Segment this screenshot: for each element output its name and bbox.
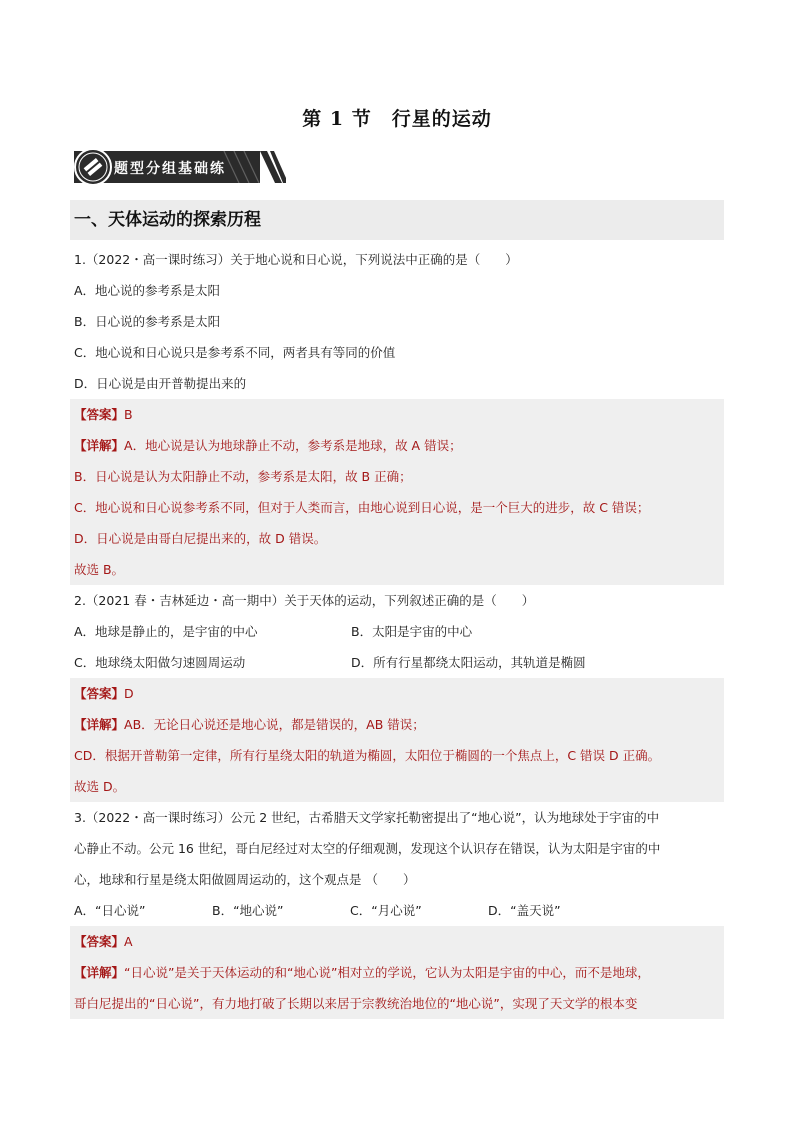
detail-tag: 【详解】 <box>74 717 125 732</box>
question-stem: 3.（2022・高一课时练习）公元 2 世纪，古希腊天文学家托勒密提出了“地心说”，认为地球处于宇宙的中 <box>74 810 660 825</box>
answer-tag: 【答案】 <box>74 407 125 422</box>
answer-tag: 【答案】 <box>74 934 125 949</box>
answer-block <box>70 399 724 585</box>
detail-tag: 【详解】 <box>74 965 125 980</box>
option-c: C．地心说和日心说只是参考系不同，两者具有等同的价值 <box>74 345 396 360</box>
answer-value: D <box>124 686 134 701</box>
answer-value: B <box>124 407 133 422</box>
question-stem: 心静止不动。公元 16 世纪，哥白尼经过对太空的仔细观测，发现这个认识存在错误，认为太阳是宇宙的中 <box>74 841 661 856</box>
option-a: A．地球是静止的，是宇宙的中心 <box>74 624 258 639</box>
option-b: B．“地心说” <box>212 903 284 918</box>
option-b: B．太阳是宇宙的中心 <box>351 624 473 639</box>
answer-block <box>70 678 724 802</box>
detail-text: D．日心说是由哥白尼提出来的，故 D 错误。 <box>74 531 327 546</box>
banner-label: 题型分组基础练 <box>114 161 226 177</box>
conclusion-text: 故选 B。 <box>74 562 125 577</box>
option-a: A．地心说的参考系是太阳 <box>74 283 221 298</box>
detail-text: CD．根据开普勒第一定律，所有行星绕太阳的轨道为椭圆，太阳位于椭圆的一个焦点上，C 错误 D 正确。 <box>74 748 661 763</box>
option-d: D．日心说是由开普勒提出来的 <box>74 376 247 391</box>
question-stem: 心，地球和行星是绕太阳做圆周运动的，这个观点是 （ ） <box>74 872 416 887</box>
option-b: B．日心说的参考系是太阳 <box>74 314 221 329</box>
question-1 <box>70 244 724 585</box>
detail-text: C．地心说和日心说参考系不同，但对于人类而言，由地心说到日心说，是一个巨大的进步，故 C 错误； <box>74 500 650 515</box>
section-banner <box>74 148 286 186</box>
detail-tag: 【详解】 <box>74 438 125 453</box>
option-d: D．所有行星都绕太阳运动，其轨道是椭圆 <box>351 655 586 670</box>
section-heading: 一、天体运动的探索历程 <box>70 200 724 240</box>
detail-text: B．日心说是认为太阳静止不动，参考系是太阳，故 B 正确； <box>74 469 412 484</box>
answer-block <box>70 926 724 1019</box>
option-a: A．“日心说” <box>74 903 146 918</box>
question-stem: 1.（2022・高一课时练习）关于地心说和日心说，下列说法中正确的是（ ） <box>74 252 518 267</box>
detail-text: “日心说”是关于天体运动的和“地心说”相对立的学说，它认为太阳是宇宙的中心，而不是地球， <box>124 965 650 980</box>
question-stem: 2.（2021 春・吉林延边・高一期中）关于天体的运动，下列叙述正确的是（ ） <box>74 593 535 608</box>
question-3 <box>70 802 724 1019</box>
option-c: C．“月心说” <box>350 903 422 918</box>
detail-text: AB．无论日心说还是地心说，都是错误的，AB 错误； <box>124 717 425 732</box>
question-2 <box>70 585 724 802</box>
detail-text: 哥白尼提出的“日心说”，有力地打破了长期以来居于宗教统治地位的“地心说”，实现了天文学的根本变 <box>74 996 638 1011</box>
page-title: 第 1 节 行星的运动 <box>302 108 492 130</box>
conclusion-text: 故选 D。 <box>74 779 126 794</box>
option-d: D．“盖天说” <box>488 903 561 918</box>
detail-text: A．地心说是认为地球静止不动，参考系是地球，故 A 错误； <box>124 438 462 453</box>
answer-value: A <box>124 934 133 949</box>
question-list <box>70 244 724 1019</box>
answer-tag: 【答案】 <box>74 686 125 701</box>
option-c: C．地球绕太阳做匀速圆周运动 <box>74 655 246 670</box>
